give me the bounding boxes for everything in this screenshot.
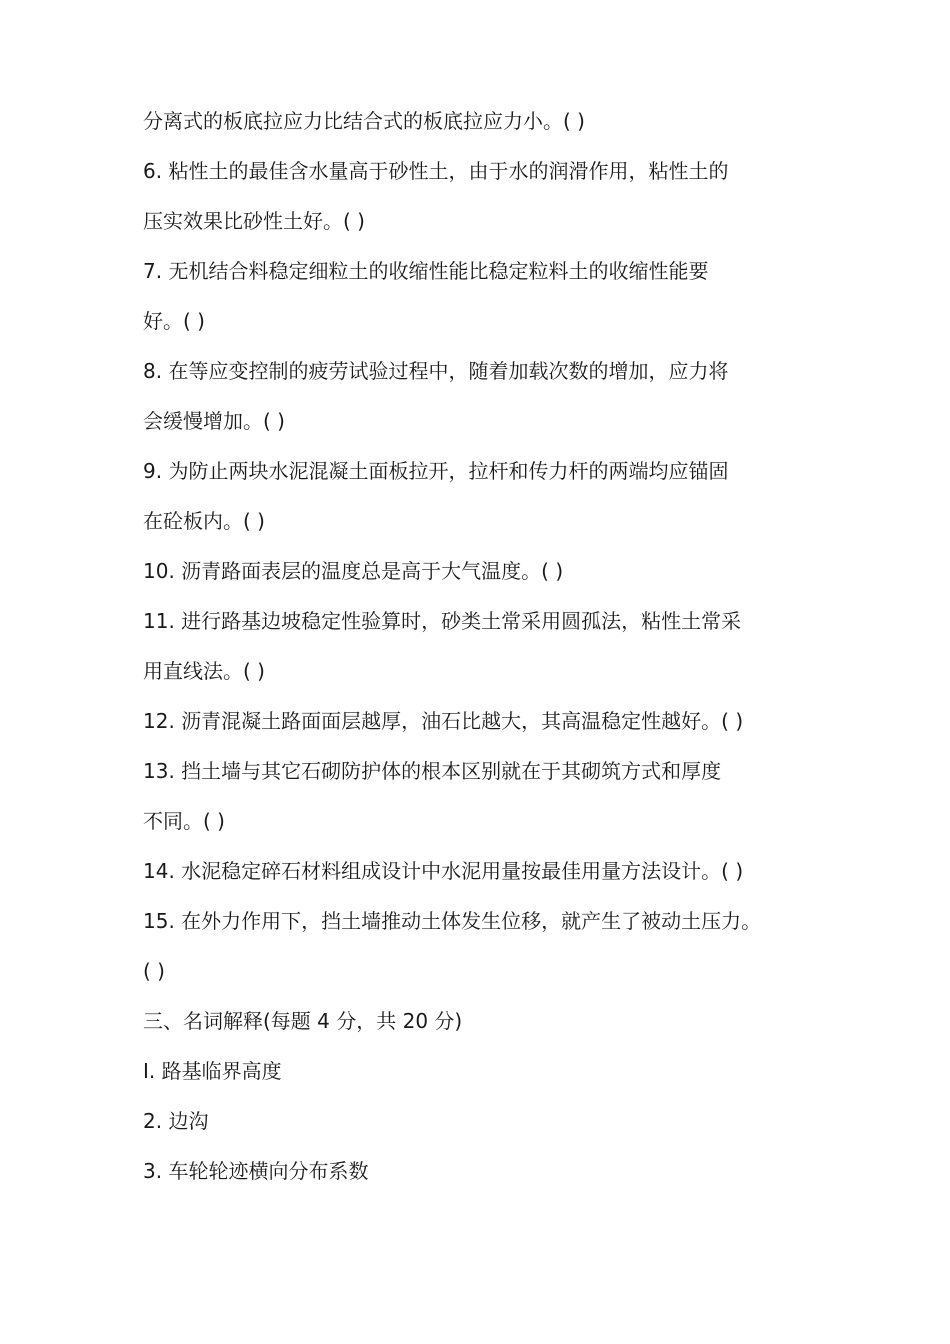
text-line-q14: 14. 水泥稳定碎石材料组成设计中水泥用量按最佳用量方法设计。( )	[143, 859, 744, 883]
text-line-term2: 2. 边沟	[143, 1109, 209, 1133]
text-line-q11: 11. 进行路基边坡稳定性验算时，砂类土常采用圆孤法，粘性土常采	[143, 609, 742, 633]
text-line-q9: 9. 为防止两块水泥混凝土面板拉开，拉杆和传力杆的两端均应锚固	[143, 459, 729, 483]
text-line-term1: I. 路基临界高度	[143, 1059, 282, 1083]
text-line-q9-cont: 在砼板内。( )	[143, 509, 265, 533]
section-heading-terms: 三、名词解释(每题 4 分，共 20 分)	[143, 1009, 463, 1033]
text-line-q7: 7. 无机结合料稳定细粒土的收缩性能比稳定粒料土的收缩性能要	[143, 259, 709, 283]
text-line-q15-cont: ( )	[143, 959, 165, 983]
text-line-q11-cont: 用直线法。( )	[143, 659, 265, 683]
text-line-q15: 15. 在外力作用下，挡土墙推动土体发生位移，就产生了被动土压力。	[143, 909, 762, 933]
text-line-q6-cont: 压实效果比砂性土好。( )	[143, 209, 365, 233]
text-line-q12: 12. 沥青混凝土路面面层越厚，油石比越大，其高温稳定性越好。( )	[143, 709, 744, 733]
text-line-q5-cont: 分离式的板底拉应力比结合式的板底拉应力小。( )	[143, 109, 585, 133]
text-line-q6: 6. 粘性土的最佳含水量高于砂性土，由于水的润滑作用，粘性土的	[143, 159, 729, 183]
text-line-term3: 3. 车轮轮迹横向分布系数	[143, 1159, 369, 1183]
text-line-q10: 10. 沥青路面表层的温度总是高于大气温度。( )	[143, 559, 564, 583]
text-line-q7-cont: 好。( )	[143, 309, 205, 333]
text-line-q8: 8. 在等应变控制的疲劳试验过程中，随着加载次数的增加，应力将	[143, 359, 729, 383]
text-line-q13-cont: 不同。( )	[143, 809, 225, 833]
text-line-q13: 13. 挡土墙与其它石砌防护体的根本区别就在于其砌筑方式和厚度	[143, 759, 722, 783]
text-line-q8-cont: 会缓慢增加。( )	[143, 409, 285, 433]
